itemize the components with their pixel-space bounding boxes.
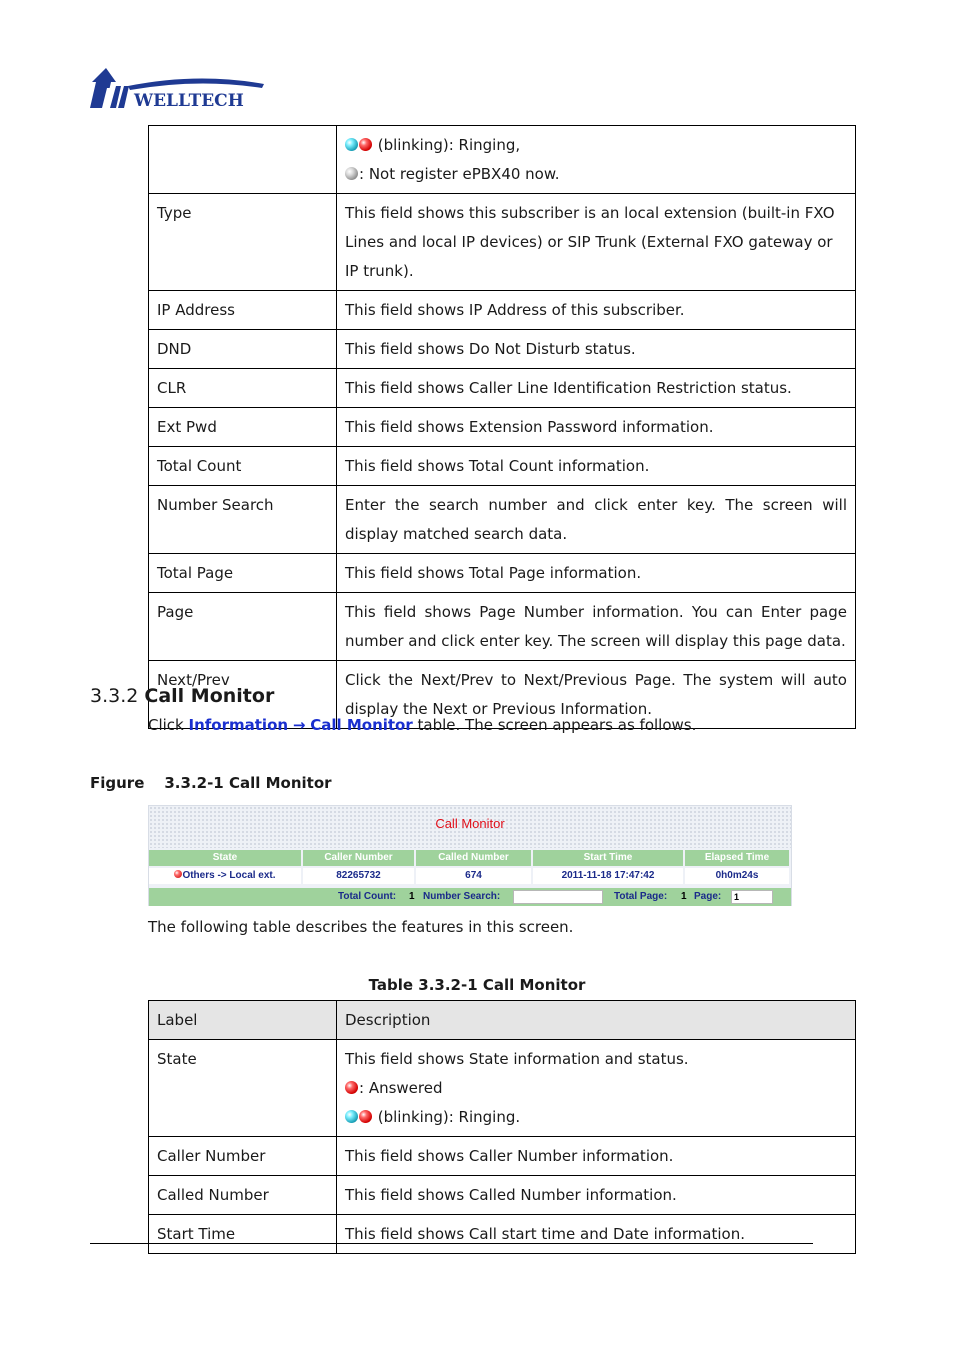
table-cell-description: This field shows this subscriber is an local extension (built-in FXO Lines and local IP devices) or SIP Trunk (External FXO gateway or IP trunk). xyxy=(337,194,856,291)
table-cell-description: This field shows Caller Line Identification Restriction status. xyxy=(337,369,856,408)
table-cell-description: This field shows Total Count information. xyxy=(337,447,856,486)
red-status-icon xyxy=(359,1110,372,1123)
table-cell-label: Total Count xyxy=(149,447,337,486)
status-text: : Answered xyxy=(359,1079,443,1097)
cell-called-number: 674 xyxy=(416,868,531,884)
column-header-elapsed-time: Elapsed Time xyxy=(685,850,789,866)
table-cell-label: IP Address xyxy=(149,291,337,330)
total-page-label: Total Page: xyxy=(614,891,668,902)
header-label: Label xyxy=(149,1001,337,1040)
table-cell-description: This field shows Extension Password information. xyxy=(337,408,856,447)
screenshot-header-row xyxy=(149,850,791,866)
figure-label: Figure xyxy=(90,774,145,792)
table-row xyxy=(149,1215,856,1254)
red-status-icon xyxy=(359,138,372,151)
green-status-icon xyxy=(345,1110,358,1123)
total-count-value: 1 xyxy=(409,891,415,902)
table-cell-label: Next/Prev xyxy=(149,661,337,729)
table-row xyxy=(149,1040,856,1137)
instruction-suffix: table. The screen appears as follows. xyxy=(412,716,697,734)
status-line xyxy=(345,160,847,189)
cell-start-time: 2011-11-18 17:47:42 xyxy=(533,868,683,884)
table-cell-label: Start Time xyxy=(149,1215,337,1254)
arrow-icon: → xyxy=(292,716,306,734)
table-cell-description: Click the Next/Prev to Next/Previous Page. The system will auto display the Next or Previous Information. xyxy=(337,661,856,729)
welltech-logo xyxy=(88,66,266,110)
screenshot-footer xyxy=(149,888,791,906)
screenshot-title: Call Monitor xyxy=(435,816,505,831)
status-text: : Not register ePBX40 now. xyxy=(359,165,560,183)
instruction-prefix: Click xyxy=(148,716,189,734)
table-cell-label: Total Page xyxy=(149,554,337,593)
call-monitor-link[interactable]: Call Monitor xyxy=(310,716,413,734)
table-cell-description: This field shows Do Not Disturb status. xyxy=(337,330,856,369)
table-row xyxy=(149,126,856,194)
number-search-input[interactable] xyxy=(513,890,603,904)
page-label: Page: xyxy=(694,891,722,902)
table-cell-label: DND xyxy=(149,330,337,369)
figure-title: 3.3.2-1 Call Monitor xyxy=(164,774,332,792)
following-text: The following table describes the features in this screen. xyxy=(148,918,574,936)
status-line xyxy=(345,131,847,160)
instruction-paragraph xyxy=(148,716,696,734)
table-row xyxy=(149,408,856,447)
table-cell-description xyxy=(337,126,856,194)
call-monitor-screenshot xyxy=(148,805,792,906)
column-header-start-time: Start Time xyxy=(533,850,683,866)
section-heading xyxy=(90,685,274,707)
cell-state xyxy=(149,868,301,884)
table-cell-description: This field shows Call start time and Date information. xyxy=(337,1215,856,1254)
column-header-called-number: Called Number xyxy=(416,850,531,866)
logo-wordmark: WELLTECH xyxy=(134,91,244,110)
section-title: Call Monitor xyxy=(144,685,275,707)
state-description: This field shows State information and status. xyxy=(345,1050,689,1068)
cell-elapsed-time: 0h0m24s xyxy=(685,868,789,884)
table-cell-label: State xyxy=(149,1040,337,1137)
screenshot-data-row xyxy=(149,868,791,884)
table-cell-description: Enter the search number and click enter key. The screen will display matched search data. xyxy=(337,486,856,554)
section-number: 3.3.2 xyxy=(90,685,139,707)
table-cell-label: Page xyxy=(149,593,337,661)
table-cell-label: Caller Number xyxy=(149,1137,337,1176)
status-line xyxy=(345,1074,847,1103)
call-monitor-fields-table xyxy=(148,1000,856,1254)
table-cell-label: Called Number xyxy=(149,1176,337,1215)
red-status-icon xyxy=(345,1081,358,1094)
number-search-label: Number Search: xyxy=(423,891,501,902)
state-text: Others -> Local ext. xyxy=(182,870,276,881)
header-description: Description xyxy=(337,1001,856,1040)
table-caption: Table 3.3.2-1 Call Monitor xyxy=(368,976,586,994)
table-row xyxy=(149,330,856,369)
figure-caption xyxy=(90,774,332,792)
table-row xyxy=(149,194,856,291)
table-cell-label xyxy=(149,126,337,194)
total-page-value: 1 xyxy=(681,891,687,902)
information-link[interactable]: Information xyxy=(188,716,289,734)
table-cell-description: This field shows Total Page information. xyxy=(337,554,856,593)
column-header-caller-number: Caller Number xyxy=(303,850,414,866)
table-header-row xyxy=(149,1001,856,1040)
total-count-label: Total Count: xyxy=(338,891,397,902)
table-row xyxy=(149,291,856,330)
table-row xyxy=(149,593,856,661)
column-header-state: State xyxy=(149,850,301,866)
grey-status-icon xyxy=(345,167,358,180)
table-cell-label: Number Search xyxy=(149,486,337,554)
table-cell-description: This field shows Page Number information. You can Enter page number and click enter key. The screen will display this page data. xyxy=(337,593,856,661)
table-cell-label: CLR xyxy=(149,369,337,408)
table-cell-description: This field shows Called Number information. xyxy=(337,1176,856,1215)
footer-divider xyxy=(90,1243,813,1244)
table-cell-description: This field shows IP Address of this subscriber. xyxy=(337,291,856,330)
status-text: (blinking): Ringing, xyxy=(373,136,521,154)
table-row xyxy=(149,1137,856,1176)
subscriber-fields-table xyxy=(148,125,856,729)
green-status-icon xyxy=(345,138,358,151)
table-row xyxy=(149,486,856,554)
table-row xyxy=(149,369,856,408)
cell-caller-number: 82265732 xyxy=(303,868,414,884)
table-row xyxy=(149,1176,856,1215)
status-line xyxy=(345,1103,847,1132)
table-cell-description: This field shows Caller Number information. xyxy=(337,1137,856,1176)
status-text: (blinking): Ringing. xyxy=(373,1108,521,1126)
table-cell-label: Type xyxy=(149,194,337,291)
table-cell-label: Ext Pwd xyxy=(149,408,337,447)
table-row xyxy=(149,447,856,486)
welltech-logo-graphic xyxy=(88,66,266,110)
table-row xyxy=(149,554,856,593)
page-input[interactable]: 1 xyxy=(731,890,773,904)
table-cell-description xyxy=(337,1040,856,1137)
